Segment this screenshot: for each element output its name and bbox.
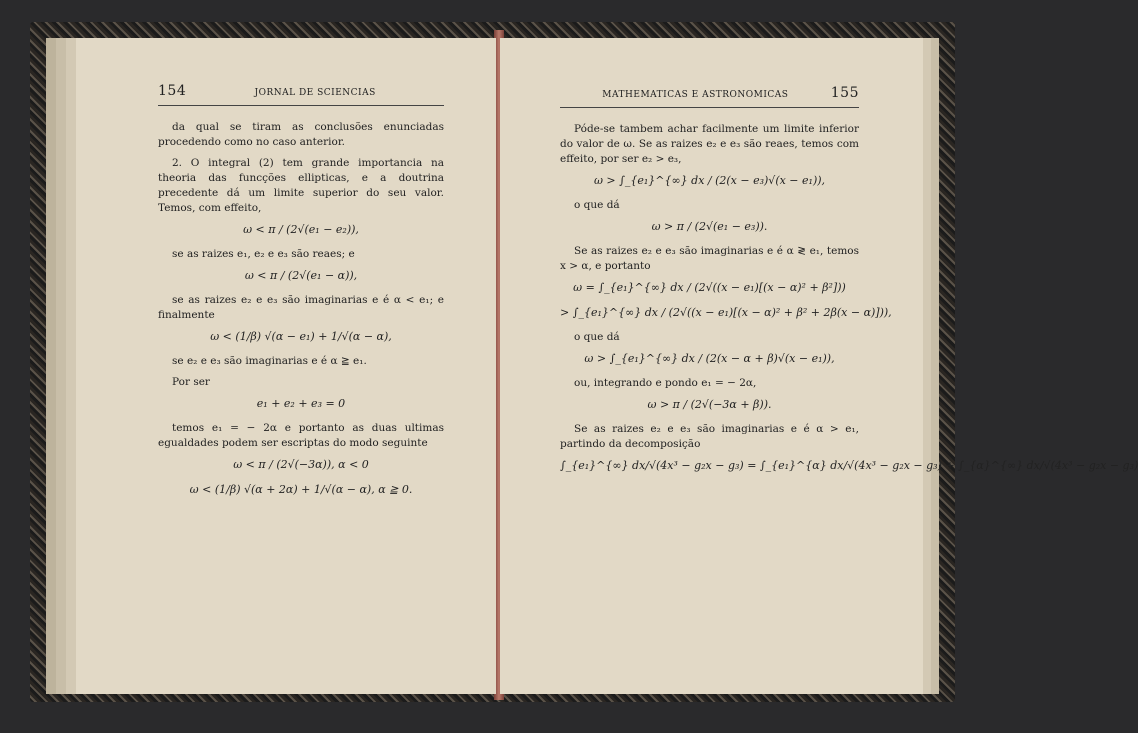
paragraph: Por ser [172, 376, 210, 388]
formula: ω > ∫_{e₁}^{∞} dx / (2(x − α + β)√(x − e₁)), [584, 352, 835, 365]
formula: > ∫_{e₁}^{∞} dx / (2√((x − e₁)[(x − α)² + β² + 2β(x − α)])), [560, 306, 892, 319]
left-running-title: JORNAL DE SCIENCIAS [254, 88, 376, 98]
right-page [500, 38, 1138, 694]
formula: e₁ + e₂ + e₃ = 0 [256, 397, 346, 410]
formula: ω > π / (2√(−3α + β)). [647, 398, 772, 411]
paragraph: se e₂ e e₃ são imaginarias e é α ≧ e₁. [172, 355, 367, 367]
formula: ∫_{e₁}^{∞} dx/√(4x³ − g₂x − g₃) = ∫_{e₁}^{α} dx/√(4x³ − g₂x − g₃) + ∫_{α}^{∞} dx/√(4x³ − g₂x − g₃) [560, 459, 1138, 472]
formula: ω < π / (2√(e₁ − e₂)), [243, 223, 359, 236]
paragraph: o que dá [574, 199, 620, 211]
left-page-number: 154 [158, 83, 187, 99]
formula: ω > π / (2√(e₁ − e₃)). [651, 220, 768, 233]
formula: ω > ∫_{e₁}^{∞} dx / (2(x − e₃)√(x − e₁)), [593, 174, 826, 187]
formula: ω < π / (2√(−3α)), α < 0 [233, 458, 369, 471]
paragraph: Se as raizes e₂ e e₃ são imaginarias e é α > e₁, partindo da decomposição [560, 423, 859, 450]
paragraph: se as raizes e₂ e e₃ são imaginarias e é α < e₁; e finalmente [158, 294, 444, 321]
formula: ω = ∫_{e₁}^{∞} dx / (2√((x − e₁)[(x − α)² + β²])) [573, 281, 846, 294]
formula: ω < (1/β) √(α − e₁) + 1/√(α − α), [210, 330, 392, 343]
right-running-title: MATHEMATICAS E ASTRONOMICAS [602, 90, 789, 100]
formula: ω < π / (2√(e₁ − α)), [244, 269, 358, 282]
paragraph: ou, integrando e pondo e₁ = − 2α, [574, 377, 757, 389]
left-running-head [158, 84, 444, 106]
left-page-body [158, 120, 444, 497]
paragraph: da qual se tiram as conclusões enunciadas procedendo como no caso anterior. [158, 121, 444, 148]
paragraph: temos e₁ = − 2α e portanto as duas ultimas egualdades podem ser escriptas do modo seguinte [158, 422, 444, 449]
right-page-body [560, 122, 1138, 473]
paragraph: Se as raizes e₂ e e₃ são imaginarias e é α ≷ e₁, temos x > α, e portanto [560, 245, 859, 272]
paragraph: se as raizes e₁, e₂ e e₃ são reaes; e [172, 248, 355, 260]
right-page-number: 155 [830, 85, 859, 101]
right-running-head [560, 86, 859, 108]
paragraph: o que dá [574, 331, 620, 343]
paragraph: Póde-se tambem achar facilmente um limite inferior do valor de ω. Se as raizes e₂ e e₃ são reaes, temos com effeito, por ser e₂ > e₃, [560, 123, 859, 165]
left-page [76, 38, 496, 694]
formula: ω < (1/β) √(α + 2α) + 1/√(α − α), α ≧ 0. [189, 483, 413, 496]
paragraph: 2. O integral (2) tem grande importancia na theoria das funcções ellipticas, e a doutrina precedente dá um limite superior do seu valor. Temos, com effeito, [158, 157, 444, 214]
